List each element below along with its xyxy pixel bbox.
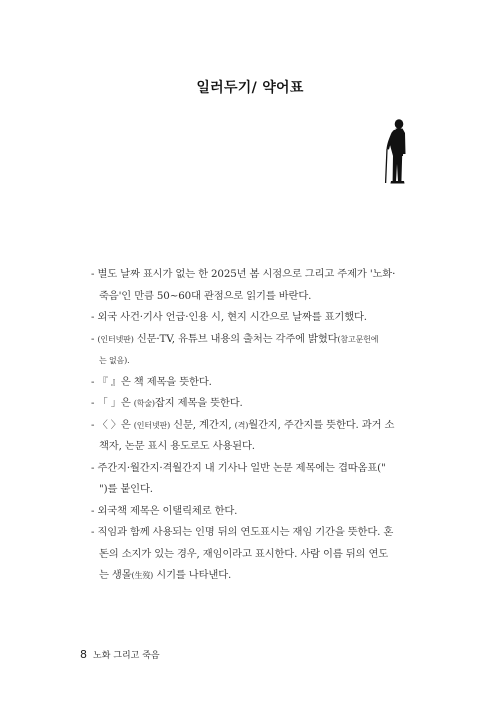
note-annotation: (인터넷판): [97, 334, 134, 344]
note-text: - 「 」은: [91, 397, 134, 409]
note-text: - 〈 〉은: [91, 418, 134, 431]
note-line: [91, 565, 421, 587]
note-line: - 외국책 제목은 이탤릭체로 한다.: [91, 504, 238, 517]
page-title: 일러두기/ 약어표: [196, 80, 304, 96]
note-line: [91, 350, 421, 372]
note-text: 시기를 나타낸다.: [153, 569, 232, 581]
note-line: - 주간지·월간지·격월간지 내 기사나 일반 논문 제목에는 겹따옴표(": [91, 461, 386, 474]
running-title: 노화 그리고 죽음: [93, 651, 160, 661]
note-annotation: 는 없음).: [99, 356, 130, 365]
note-annotation: (학술): [133, 399, 155, 408]
note-item: [91, 522, 421, 587]
note-line: - 『 』은 책 제목을 뜻한다.: [91, 375, 212, 388]
note-text: 신문, 계간지,: [170, 418, 235, 431]
note-line: ")를 붙인다.: [99, 483, 153, 495]
note-text: -: [91, 332, 98, 345]
note-annotation: (生歿): [131, 571, 154, 580]
note-item: [91, 307, 421, 329]
note-line: [91, 415, 421, 437]
note-item: [91, 458, 421, 501]
note-text: 월간지, 주간지를 뜻한다. 과거 소: [248, 418, 395, 431]
note-item: [91, 393, 421, 415]
note-line: 죽음'인 만큼 50~60대 관점으로 읽기를 바란다.: [99, 289, 312, 302]
note-text: 잡지 제목을 뜻한다.: [154, 397, 243, 409]
page-footer: [80, 648, 160, 661]
note-annotation: (격): [234, 420, 249, 430]
note-line: - 외국 사건·기사 언급·인용 시, 현지 시간으로 날짜를 표기했다.: [91, 311, 367, 323]
note-text: 신문·TV, 유튜브 내용의 출처는 각주에 밝혔다: [133, 332, 338, 345]
note-item: [91, 372, 421, 394]
note-line: [91, 329, 421, 351]
note-annotation: (참고문헌에: [337, 334, 379, 344]
note-item: [91, 329, 421, 372]
note-line: - 별도 날짜 표시가 없는 한 2025년 봄 시점으로 그리고 주제가 '노화·: [91, 268, 396, 280]
note-line: [91, 393, 421, 415]
note-line: - 직임과 함께 사용되는 인명 뒤의 연도표시는 재임 기간을 뜻한다. 혼: [91, 526, 394, 538]
page-number: 8: [80, 648, 87, 661]
notes-list: [91, 264, 421, 587]
note-line: 책자, 논문 표시 용도로도 사용된다.: [99, 440, 255, 452]
note-item: [91, 415, 421, 458]
elderly-man-with-cane-icon: [384, 118, 412, 184]
note-annotation: (인터넷판): [133, 420, 171, 430]
note-item: [91, 264, 421, 307]
note-line: 돈의 소지가 있는 경우, 재임이라고 표시한다. 사람 이름 뒤의 연도: [99, 547, 389, 560]
note-text: 는 생몰: [99, 569, 132, 581]
note-item: [91, 501, 421, 523]
